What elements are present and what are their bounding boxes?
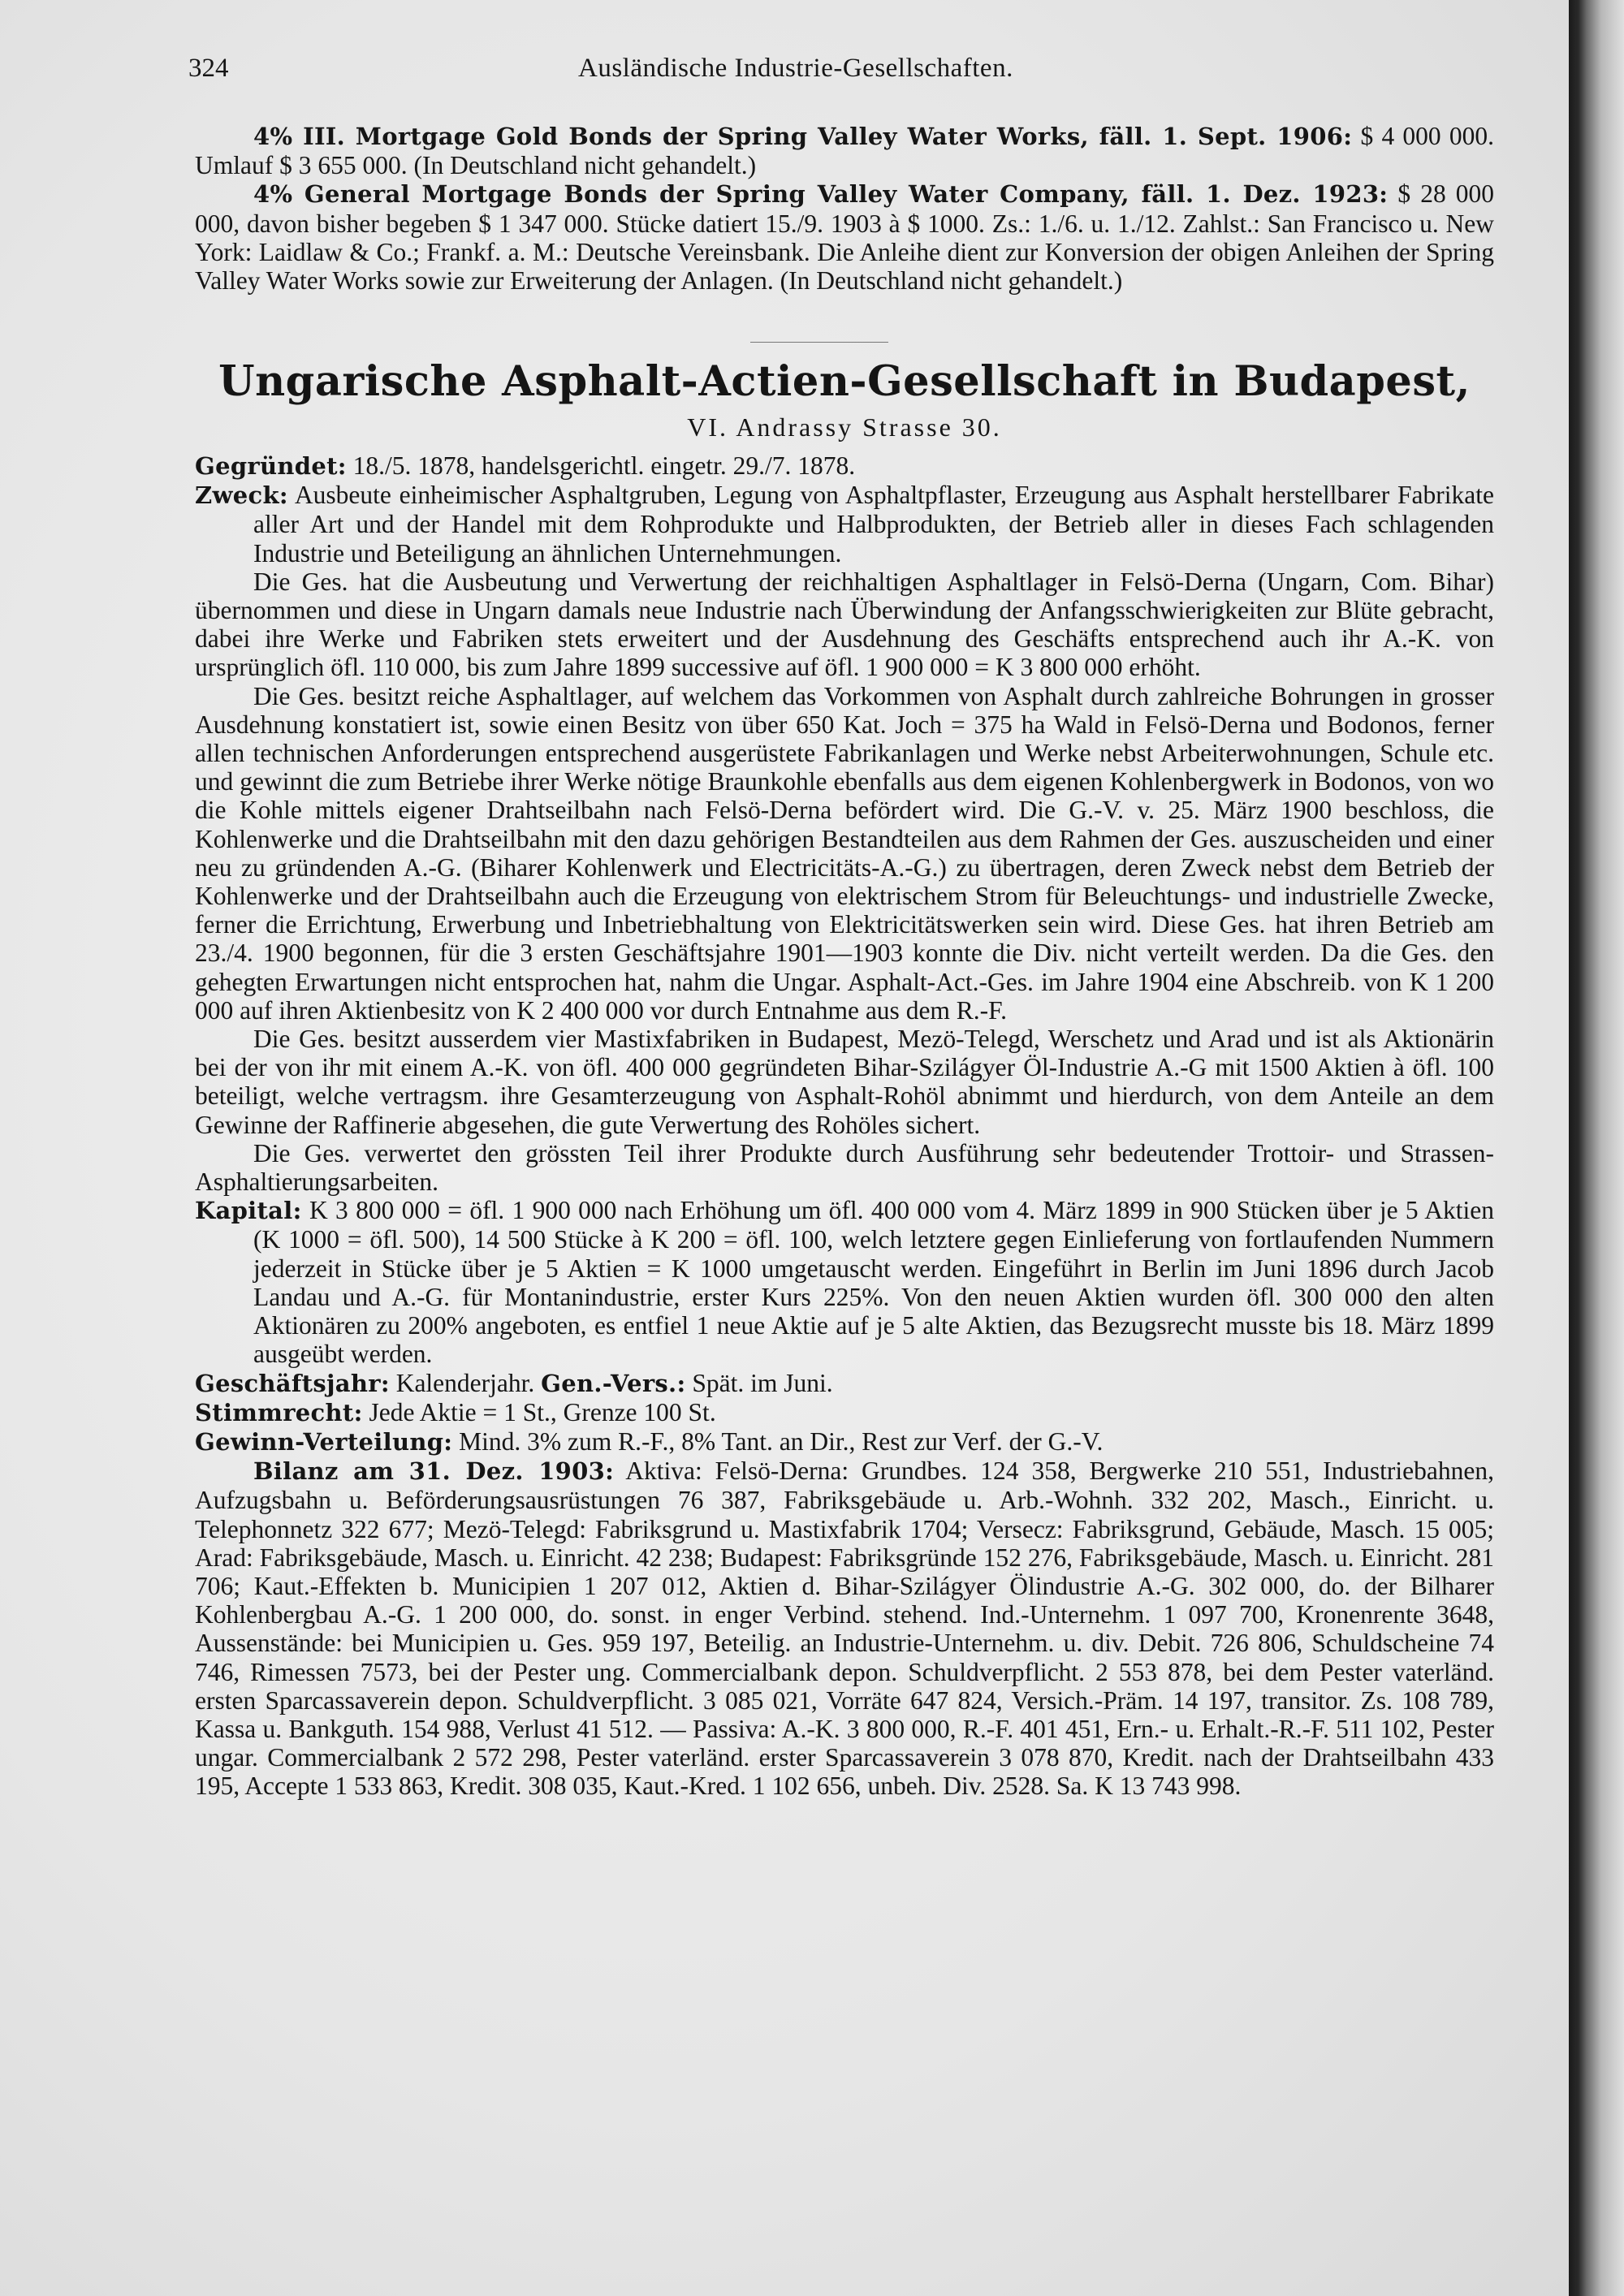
running-title: Ausländische Industrie-Gesellschaften. xyxy=(578,54,1013,83)
bond-entry-1 xyxy=(195,122,1494,179)
section-divider xyxy=(750,342,888,343)
bond-1-text: $ 4 000 000. Umlauf $ 3 655 000. (In Deutschland nicht gehandelt.) xyxy=(195,122,1495,180)
gen-vers-label: Gen.-Vers.: xyxy=(541,1369,686,1397)
bond-2-title: 4% General Mortgage Bonds der Spring Valley Water Company, fäll. 1. Dez. 1923: xyxy=(253,180,1389,209)
paragraph-4: Die Ges. verwertet den grössten Teil ihrer Produkte durch Ausführung sehr bedeutender Trottoir- und Strassen-Asphaltierungsarbeiten. xyxy=(195,1138,1494,1197)
gegruendet-entry xyxy=(195,451,1494,481)
page-binding-shadow xyxy=(1569,0,1624,2296)
kapital-text: K 3 800 000 = öfl. 1 900 000 nach Erhöhung um öfl. 400 000 vom 4. März 1899 in 900 Stücken über je 5 Aktien (K 1000 = öfl. 500), 14 500 Stücke à K 200 = öfl. 100, welch letztere gegen Einlieferung von fortlaufenden Nummern jederzeit in Stücke über je 5 Aktien = K 1000 umgetauscht werden. Eingeführt in Berlin im Juni 1896 durch Jacob Landau und A.-G. für Montanindustrie, erster Kurs 225%. Von den neuen Aktien wurden öfl. 300 000 den alten Aktionären zu 200% angeboten, es entfiel 1 neue Aktie auf je 5 alte Aktien, das Bezugsrecht musste bis 18. März 1899 ausgeübt werden. xyxy=(253,1196,1494,1369)
stimmrecht-entry xyxy=(195,1398,1494,1427)
bilanz-text: Aktiva: Felsö-Derna: Grundbes. 124 358, Bergwerke 210 551, Industriebahnen, Aufzugsbahn u. Beförderungsausrüstungen 76 387, Fabriksgebäude u. Arb.-Wohnh. 332 202, Masch., Einricht. u. Telephonnetz 322 677; Mezö-Telegd: Fabriksgrund u. Mastixfabrik 1704; Versecz: Fabriksgrund, Gebäude, Masch. 15 005; Arad: Fabriksgebäude, Masch. u. Einricht. 42 238; Budapest: Fabriksgründe 152 276, Fabriksgebäude, Masch. u. Einricht. 281 706; Kaut.-Effekten b. Municipien 1 207 012, Aktien d. Bihar-Szilágyer Ölindustrie A.-G. 302 000, do. der Bilharer Kohlenbergbau A.-G. 1 200 000, do. sonst. in enger Verbind. stehend. Ind.-Unternehm. 1 097 700, Kronenrente 3648, Aussenstände: bei Municipien u. Ges. 959 197, Beteilig. an Industrie-Unternehm. u. div. Debit. 726 806, Schuldscheine 74 746, Rimessen 7573, bei der Pester ung. Commercialbank depon. Schuldverpflicht. 2 553 878, bei dem Pester vaterländ. ersten Sparcassaverein depon. Schuldverpflicht. 3 085 021, Vorräte 647 824, Versich.-Präm. 14 197, transitor. Zs. 108 789, Kassa u. Bankguth. 154 988, Verlust 41 512. — Passiva: A.-K. 3 800 000, R.-F. 401 451, Ern.- u. Erhalt.-R.-F. 511 102, Pester ungar. Commercialbank 2 572 298, Pester vaterländ. erster Sparcassaverein 3 078 870, Kredit. nach der Drahtseilbahn 433 195, Accepte 1 533 863, Kredit. 308 035, Kaut.-Kred. 1 102 656, unbeh. Div. 2528. Sa. K 13 743 998. xyxy=(195,1457,1494,1801)
company-body xyxy=(195,451,1494,1801)
gewinn-verteilung-text: Mind. 3% zum R.-F., 8% Tant. an Dir., Rest zur Verf. der G.-V. xyxy=(459,1426,1104,1456)
gewinn-verteilung-entry xyxy=(195,1427,1494,1457)
gegruendet-label: Gegründet: xyxy=(195,452,347,480)
geschaeftsjahr-entry xyxy=(195,1369,1494,1398)
bilanz-label: Bilanz am 31. Dez. 1903: xyxy=(253,1457,615,1486)
stimmrecht-text: Jede Aktie = 1 St., Grenze 100 St. xyxy=(369,1397,716,1426)
paragraph-3: Die Ges. besitzt ausserdem vier Mastixfabriken in Budapest, Mezö-Telegd, Werschetz und Arad und ist als Aktionärin bei der von ihr mit einem A.-K. von öfl. 400 000 gegründeten Bihar-Szilágyer Öl-Industrie A.-G mit 1500 Aktien à öfl. 100 beteiligt, welche vertragsm. ihre Gesamterzeugung von Asphalt-Rohöl abnimmt und hierdurch, von dem Anteile an dem Gewinne der Raffinerie abgesehen, die gute Verwertung des Rohöles sichert. xyxy=(195,1025,1494,1139)
company-title: Ungarische Asphalt-Actien-Gesellschaft in Budapest, xyxy=(218,357,1471,406)
paragraph-1: Die Ges. hat die Ausbeutung und Verwertung der reichhaltigen Asphaltlager in Felsö-Derna (Ungarn, Com. Bihar) übernommen und diese in Ungarn damals neue Industrie nach Überwindung der Anfangsschwierigkeiten zur Blüte gebracht, dabei ihre Werke und Fabriken stets erweitert und der Ausdehnung des Geschäfts entsprechend auch ihr A.-K. von ursprünglich öfl. 110 000, bis zum Jahre 1899 successive auf öfl. 1 900 000 = K 3 800 000 erhöht. xyxy=(195,567,1494,682)
bilanz-entry xyxy=(195,1457,1494,1800)
stimmrecht-label: Stimmrecht: xyxy=(195,1398,363,1426)
kapital-entry xyxy=(195,1196,1494,1368)
zweck-text: Ausbeute einheimischer Asphaltgruben, Legung von Asphaltpflaster, Erzeugung aus Asphalt herstellbarer Fabrikate aller Art und der Handel mit dem Rohprodukte und Halbprodukten, der Betrieb aller in dieses Fach schlagenden Industrie und Beteiligung an ähnlichen Unternehmungen. xyxy=(253,481,1494,568)
paragraph-2: Die Ges. besitzt reiche Asphaltlager, auf welchem das Vorkommen von Asphalt durch zahlreiche Bohrungen in grosser Ausdehnung konstatiert ist, sowie einen Besitz von über 650 Kat. Joch = 375 ha Wald in Felsö-Derna und Bodonos, ferner allen technischen Anforderungen entsprechend ausgerüstete Fabrikanlagen und Werke nebst Arbeiterwohnungen, Schule etc. und gewinnt die zum Betriebe ihrer Werke nötige Braunkohle ebenfalls aus dem eigenen Kohlenbergwerk in Bodonos, von wo die Kohle mittels eigener Drahtseilbahn nach Felsö-Derna befördert wird. Die G.-V. v. 25. März 1900 beschloss, die Kohlenwerke und die Drahtseilbahn mit den dazu gehörigen Bestandteilen aus dem Rahmen der Ges. auszuscheiden und einer neu zu gründenden A.-G. (Biharer Kohlenwerk und Electricitäts-A.-G.) zu übertragen, deren Zweck nebst dem Betrieb der Kohlenwerke und der Drahtseilbahn auch die Erzeugung von elektrischem Strom für Beleuchtungs- und industrielle Zwecke, ferner die Errichtung, Erwerbung und Inbetriebhaltung von Elektricitätswerken sein wird. Diese Ges. hat ihren Betrieb am 23./4. 1900 begonnen, für die 3 ersten Geschäftsjahre 1901—1903 konnte die Div. nicht verteilt werden. Da die Ges. den gehegten Erwartungen nicht entsprochen hat, nahm die Ungar. Asphalt-Act.-Ges. im Jahre 1904 eine Abschreib. von K 1 200 000 auf ihren Aktienbesitz von K 2 400 000 vor durch Entnahme aus dem R.-F. xyxy=(195,681,1494,1025)
bond-2-text: $ 28 000 000, davon bisher begeben $ 1 347 000. Stücke datiert 15./9. 1903 à $ 1000. Zs.: 1./6. u. 1./12. Zahlst.: San Francisco u. New York: Laidlaw & Co.; Frankf. a. M.: Deutsche Vereinsbank. Die Anleihe dient zur Konversion der obigen Anleihen der Spring Valley Water Works sowie zur Erweiterung der Anlagen. (In Deutschland nicht gehandelt.) xyxy=(195,179,1495,296)
zweck-label: Zweck: xyxy=(195,481,288,510)
bond-entry-2 xyxy=(195,179,1494,295)
bond-1-title: 4% III. Mortgage Gold Bonds der Spring Valley Water Works, fäll. 1. Sept. 1906: xyxy=(253,123,1353,150)
page-number: 324 xyxy=(188,54,229,83)
zweck-entry xyxy=(195,481,1494,568)
gewinn-verteilung-label: Gewinn-Verteilung: xyxy=(195,1427,453,1456)
bond-entries xyxy=(195,122,1494,295)
gen-vers-text: Spät. im Juni. xyxy=(692,1368,833,1397)
company-address: VI. Andrassy Strasse 30. xyxy=(687,412,1002,442)
geschaeftsjahr-text: Kalenderjahr. xyxy=(395,1368,535,1397)
page-header xyxy=(188,54,1504,91)
gegruendet-text: 18./5. 1878, handelsgerichtl. eingetr. 29./7. 1878. xyxy=(352,451,856,480)
kapital-label: Kapital: xyxy=(195,1197,302,1225)
geschaeftsjahr-label: Geschäftsjahr: xyxy=(195,1369,390,1397)
